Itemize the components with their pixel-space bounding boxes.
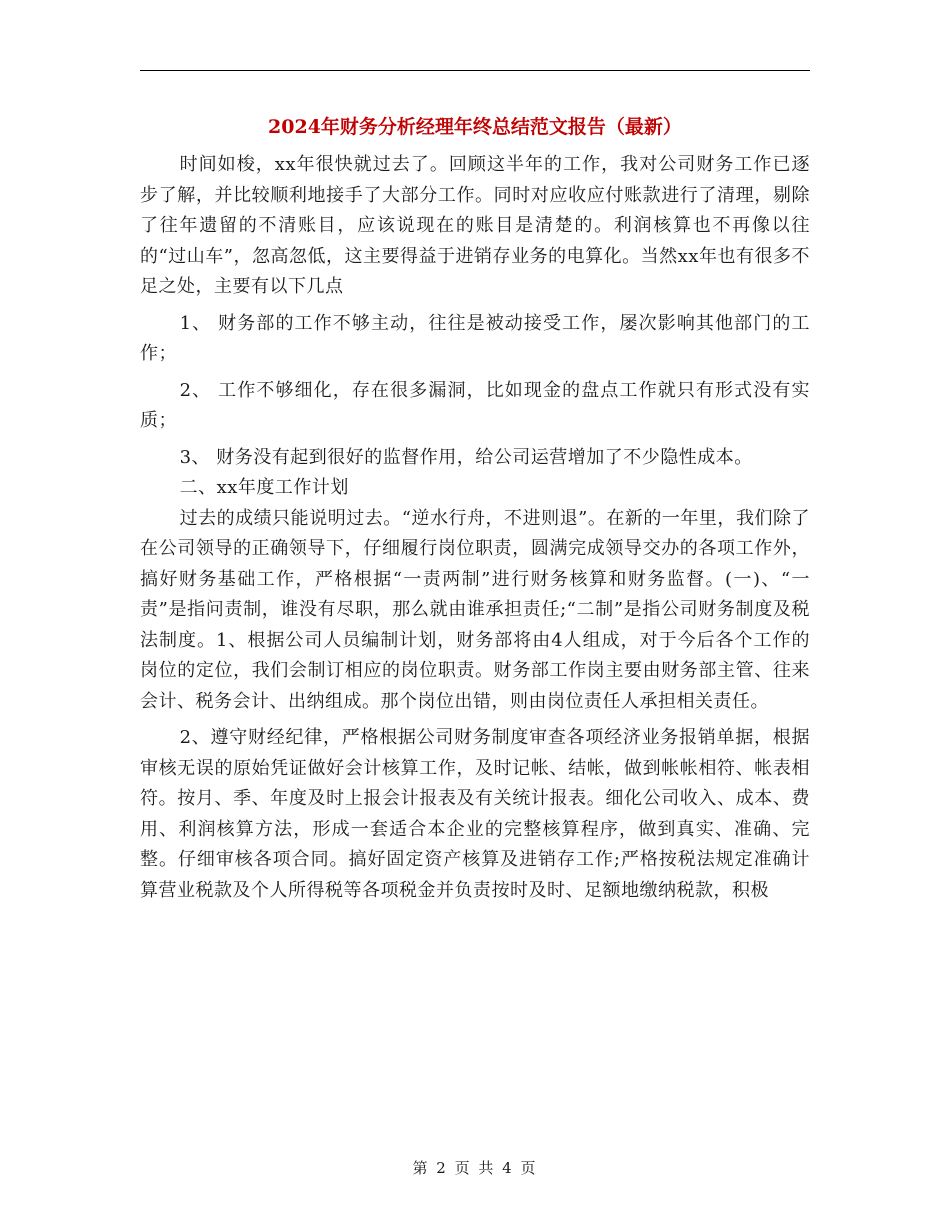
paragraph-intro: 时间如梭，xx年很快就过去了。回顾这半年的工作，我对公司财务工作已逐步了解，并比较顺利地接手了大部分工作。同时对应收应付账款进行了清理，剔除了往年遗留的不清账目，应该说现在的账目是清楚的。利润核算也不再像以往的“过山车”，忽高忽低，这主要得益于进销存业务的电算化。当然xx年也有很多不足之处，主要有以下几点 (140, 154, 810, 297)
paragraph-point-3: 3、 财务没有起到很好的监督作用，给公司运营增加了不少隐性成本。 (179, 446, 753, 468)
paragraph-point-2: 2、 工作不够细化，存在很多漏洞，比如现金的盘点工作就只有形式没有实质； (140, 379, 810, 431)
document-title: 2024年财务分析经理年终总结范文报告（最新） (268, 116, 682, 138)
paragraph-plan-2: 2、遵守财经纪律，严格根据公司财务制度审查各项经济业务报销单据，根据审核无误的原始凭证做好会计核算工作，及时记帐、结帐，做到帐帐相符、帐表相符。按月、季、年度及时上报会计报表及有关统计报表。细化公司收入、成本、费用、利润核算方法，形成一套适合本企业的完整核算程序，做到真实、准确、完整。仔细审核各项合同。搞好固定资产核算及进销存工作;严格按税法规定准确计算营业税款及个人所得税等各项税金并负责按时及时、足额地缴纳税款，积极 (140, 727, 810, 901)
page-number: 第 2 页 共 4 页 (412, 1159, 538, 1177)
section-heading-plan: 二、xx年度工作计划 (179, 477, 349, 498)
document-body (140, 150, 810, 906)
header-rule (140, 70, 810, 71)
paragraph-plan-overview: 过去的成绩只能说明过去。“逆水行舟，不进则退”。在新的一年里，我们除了在公司领导的正确领导下，仔细履行岗位职责，圆满完成领导交办的各项工作外，搞好财务基础工作，严格根据“一责两制”进行财务核算和财务监督。(一)、“一责”是指问责制，谁没有尽职，那么就由谁承担责任;“二制”是指公司财务制度及税法制度。1、根据公司人员编制计划，财务部将由4人组成，对于今后各个工作的岗位的定位，我们会制订相应的岗位职责。财务部工作岗主要由财务部主管、往来会计、税务会计、出纳组成。那个岗位出错，则由岗位责任人承担相关责任。 (140, 507, 810, 712)
paragraph-point-1: 1、 财务部的工作不够主动，往往是被动接受工作，屡次影响其他部门的工作； (140, 312, 810, 364)
